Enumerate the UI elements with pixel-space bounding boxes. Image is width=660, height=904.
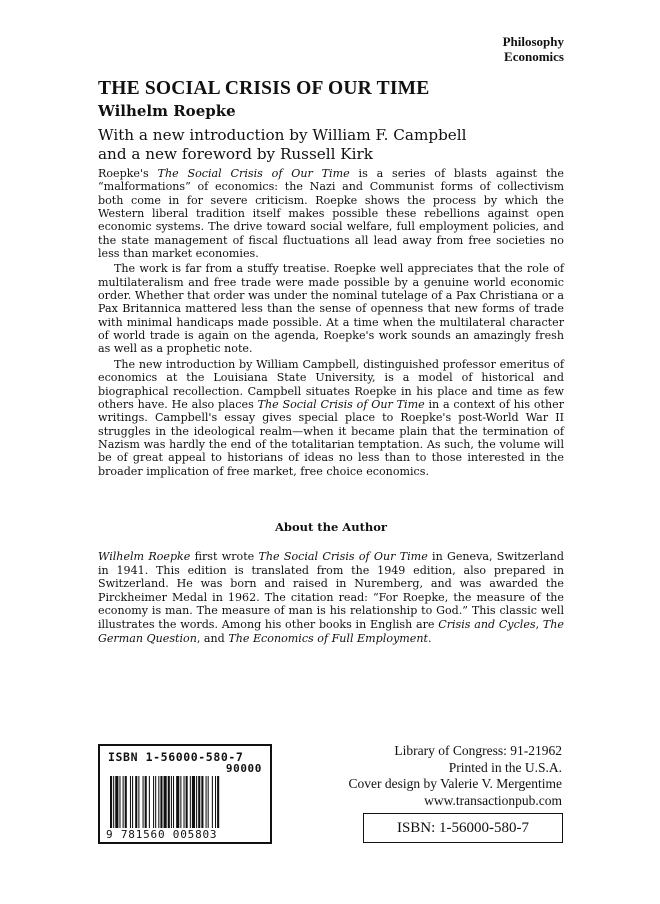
book-title-reference: The Social Crisis of Our Time [258, 550, 428, 563]
barcode-bar [184, 776, 185, 828]
barcode-bar [215, 776, 216, 828]
introduction-credits [98, 126, 467, 164]
library-of-congress: Library of Congress: 91-21962 [394, 743, 562, 758]
other-book-title: The German Question [98, 617, 564, 645]
barcode-bar [132, 776, 133, 828]
barcode-bar [201, 776, 203, 828]
author-name: Wilhelm Roepke [98, 550, 191, 563]
about-author-text [98, 550, 564, 645]
barcode-bar [145, 776, 147, 828]
barcode-bar [173, 776, 174, 828]
barcode-bar [217, 776, 219, 828]
barcode-bar [143, 776, 144, 828]
barcode-isbn-label: ISBN 1-56000-580-7 [108, 750, 244, 764]
category-philosophy: Philosophy [502, 34, 564, 49]
introduction-line: With a new introduction by William F. Campbell [98, 126, 467, 144]
book-title: THE SOCIAL CRISIS OF OUR TIME [98, 78, 430, 99]
barcode-bar [160, 776, 162, 828]
barcode-bar [192, 776, 195, 828]
barcode-bars [108, 776, 264, 828]
book-author: Wilhelm Roepke [98, 102, 236, 120]
barcode-bar [123, 776, 124, 828]
barcode-bar [149, 776, 150, 828]
cover-design-credit: Cover design by Valerie V. Mergentime [348, 776, 562, 792]
barcode-bar [158, 776, 159, 828]
book-title-reference: The Social Crisis of Our Time [257, 397, 425, 411]
isbn-box: ISBN: 1-56000-580-7 [363, 813, 563, 843]
barcode-bar [186, 776, 188, 828]
barcode-bar [190, 776, 191, 828]
barcode-bar [153, 776, 154, 828]
about-author-paragraph: Wilhelm Roepke first wrote The Social Crisis of Our Time in Geneva, Switzerland in 1941. This edition is translated from the 1949 edition, also prepared in Switzerland. He was born and raised in Nuremberg, and was awarded the Pirckheimer Medal in 1962. The citation read: “For Roepke, the measure of the economy is man. The measure of man is his relationship to God.” This classic well illustrates the words. Among his other books in English are Crisis and Cycles, The German Question, and The Economics of Full Employment. [98, 550, 565, 645]
isbn-barcode [98, 744, 272, 844]
about-author-heading: About the Author [275, 520, 387, 534]
barcode-bar [212, 776, 213, 828]
barcode-bar [113, 776, 114, 828]
barcode-bar [196, 776, 197, 828]
barcode-bar [180, 776, 181, 828]
category-economics: Economics [504, 49, 564, 64]
book-title-reference: The Social Crisis of Our Time [157, 167, 350, 180]
barcode-bar [198, 776, 200, 828]
barcode-bar [155, 776, 156, 828]
barcode-bar [168, 776, 170, 828]
book-description [98, 167, 564, 480]
barcode-bar [176, 776, 179, 828]
barcode-bar [206, 776, 207, 828]
other-book-title: Crisis and Cycles [438, 617, 536, 631]
subject-categories [503, 34, 564, 64]
printed-in: Printed in the U.S.A. [448, 759, 562, 775]
other-book-title: The Economics of Full Employment [228, 631, 428, 645]
barcode-bar [115, 776, 118, 828]
publisher-website: www.transactionpub.com [424, 792, 562, 808]
publication-info [349, 743, 562, 809]
foreword-line: and a new foreword by Russell Kirk [98, 145, 373, 163]
barcode-bar [138, 776, 139, 828]
description-paragraph-1: Roepke's The Social Crisis of Our Time is a series of blasts against the “malformations” of economics: the Nazi and Communist forms of collectivism both come in for severe criticism. Roepke shows the process by which the Western liberal tradition itself makes possible these rebellions against open economic systems. The drive toward social welfare, full employment policies, and the state management of fiscal fluctuations all lead away from free societies no less than market economies. [98, 167, 564, 261]
barcode-bar [208, 776, 209, 828]
barcode-digits: 9 781560 005803 [106, 828, 218, 841]
barcode-bar [110, 776, 112, 828]
description-paragraph-3: The new introduction by William Campbell, distinguished professor emeritus of economics at the Louisiana State University, is a model of historical and biographical recollection. Campbell situates Roepke in his place and time as few others have. He also places The Social Crisis of Our Time in a context of his other writings. Campbell's essay gives special place to Roepke's post-World War II struggles in the ideological realm—when it became plain that the termination of Nazism was hardly the end of the totalitarian temptation. As such, the volume will be of great appeal to historians of ideas no less than to those interested in the broader implication of free market, free choice economics. [98, 357, 564, 478]
barcode-bar [119, 776, 120, 828]
barcode-bar [125, 776, 127, 828]
barcode-bar [130, 776, 131, 828]
barcode-bar [171, 776, 172, 828]
barcode-price-code: 90000 [225, 762, 262, 775]
barcode-bar [135, 776, 137, 828]
barcode-bar [164, 776, 167, 828]
description-paragraph-2: The work is far from a stuffy treatise. Roepke well appreciates that the role of multilateralism and free trade were made possible by a genuine world economic order. Whether that order was under the nominal tutelage of a Pax Christiana or a Pax Britannica mattered less than the sense of openness that new forms of trade with minimal handicaps made possible. At a time when the multilateral character of world trade is again on the agenda, Roepke's work sounds an amazingly fresh as well as a prophetic note. [98, 262, 564, 356]
